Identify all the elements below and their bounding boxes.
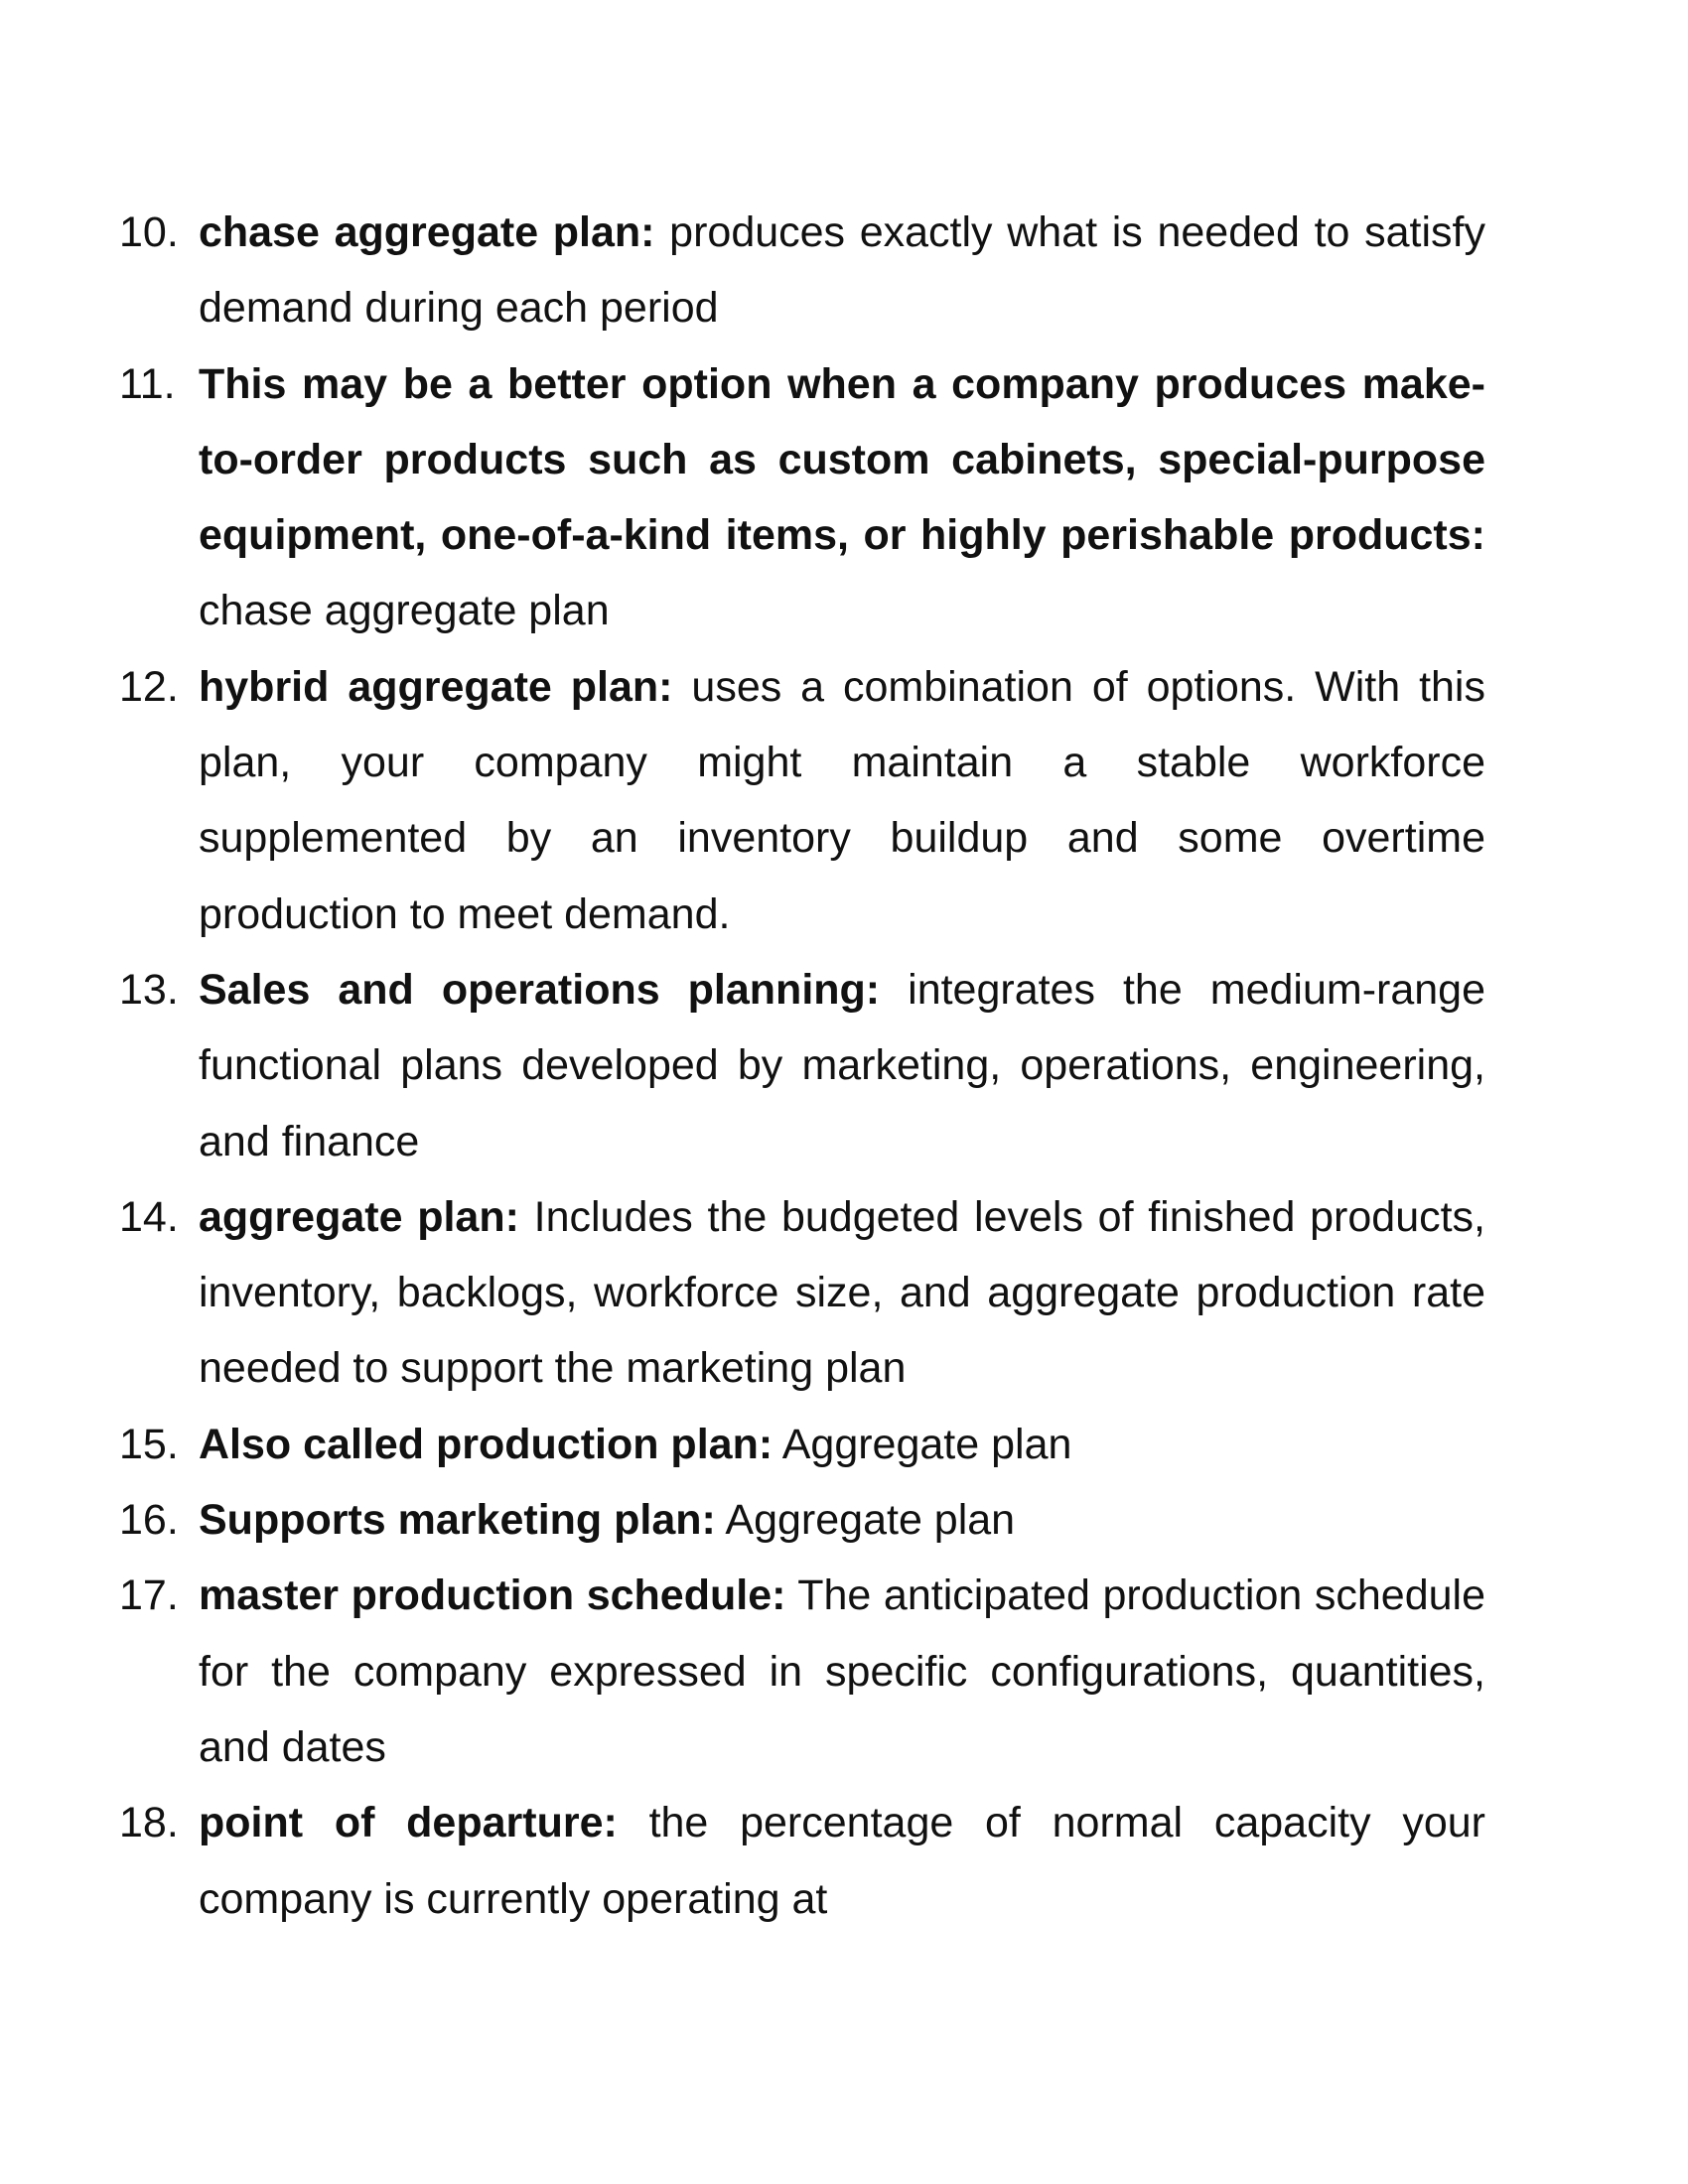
item-definition: uses a combination of options. With this plan, your company might maintain a stable workforce supplemented by an inventory buildup and some overtime production to meet demand. [199, 662, 1485, 938]
list-item [119, 1785, 1485, 1937]
item-number: 18. [119, 1799, 179, 1847]
item-term: point of departure: [199, 1799, 618, 1847]
list-item [119, 346, 1485, 649]
item-term: This may be a better option when a company produces make-to-order products such as custom cabinets, special-purpose equipment, one-of-a-kind items, or highly perishable products: [199, 359, 1485, 560]
item-definition: Aggregate plan [715, 1496, 1016, 1545]
item-term: Also called production plan: [199, 1420, 774, 1468]
list-item [119, 1482, 1485, 1558]
item-term: chase aggregate plan: [199, 208, 655, 256]
item-term: aggregate plan: [199, 1192, 519, 1241]
item-term: hybrid aggregate plan: [199, 662, 673, 711]
item-number: 16. [119, 1496, 179, 1545]
item-number: 11. [119, 359, 176, 408]
item-definition: chase aggregate plan [199, 587, 610, 635]
item-definition: Includes the budgeted levels of finished products, inventory, backlogs, workforce size, and aggregate production rate needed to support the marketing plan [199, 1192, 1486, 1393]
item-number: 15. [119, 1420, 179, 1468]
item-number: 14. [119, 1192, 179, 1241]
item-number: 10. [119, 208, 179, 256]
item-definition: the percentage of normal capacity your company is currently operating at [199, 1799, 1485, 1923]
item-number: 17. [119, 1571, 179, 1620]
definition-list [119, 195, 1485, 1937]
item-term: Supports marketing plan: [199, 1496, 716, 1545]
item-number: 13. [119, 965, 179, 1014]
item-term: master production schedule: [199, 1571, 786, 1620]
list-item [119, 952, 1485, 1179]
list-item [119, 649, 1485, 952]
item-definition: The anticipated production schedule for the company expressed in specific configurations, quantities, and dates [199, 1571, 1485, 1771]
item-number: 12. [119, 662, 179, 711]
item-term: Sales and operations planning: [199, 965, 881, 1014]
item-definition: Aggregate plan [773, 1420, 1072, 1468]
item-definition: produces exactly what is needed to satisfy demand during each period [199, 208, 1485, 333]
list-item [119, 1179, 1485, 1407]
list-item [119, 1558, 1485, 1785]
item-definition: integrates the medium-range functional plans developed by marketing, operations, engineering, and finance [199, 965, 1485, 1165]
list-item [119, 195, 1485, 346]
list-item [119, 1407, 1485, 1482]
